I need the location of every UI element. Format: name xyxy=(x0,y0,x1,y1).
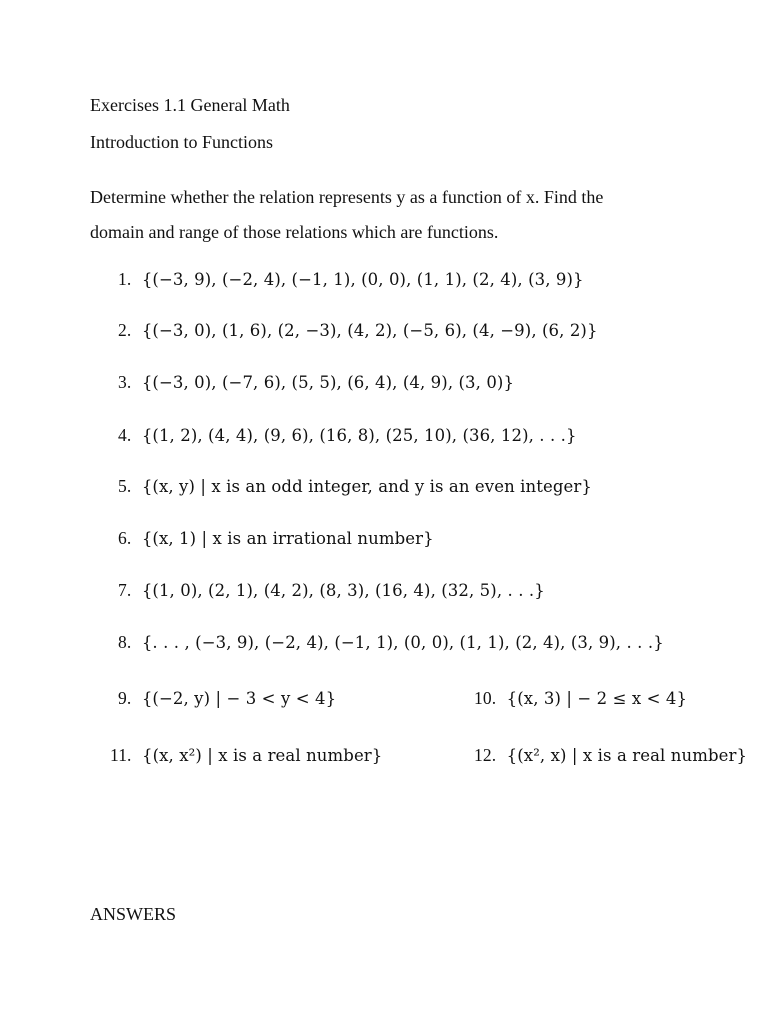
exercise-10 xyxy=(474,687,687,710)
exercise-3 xyxy=(118,371,514,394)
exercise-relation: {. . . , (−3, 9), (−2, 4), (−1, 1), (0, 0), (1, 1), (2, 4), (3, 9), . . .} xyxy=(141,633,664,652)
exercise-number: 1. xyxy=(118,269,132,289)
exercise-relation: {(x, 3) | − 2 ≤ x < 4} xyxy=(506,689,688,708)
exercise-number: 4. xyxy=(118,425,132,445)
exercise-number: 8. xyxy=(118,632,132,652)
exercise-8 xyxy=(118,631,664,654)
exercise-number: 6. xyxy=(118,528,132,548)
exercise-6 xyxy=(118,527,434,550)
exercise-1 xyxy=(118,268,584,291)
exercise-relation: {(−2, y) | − 3 < y < 4} xyxy=(141,689,337,708)
exercise-9 xyxy=(118,687,336,710)
exercise-number: 9. xyxy=(118,688,132,708)
exercise-4 xyxy=(118,424,577,447)
exercise-relation: {(−3, 9), (−2, 4), (−1, 1), (0, 0), (1, 1), (2, 4), (3, 9)} xyxy=(141,270,584,289)
exercise-number: 2. xyxy=(118,320,132,340)
exercise-number: 3. xyxy=(118,372,132,392)
exercise-number: 12. xyxy=(474,745,497,765)
exercise-number: 11. xyxy=(110,745,132,765)
document-subtitle: Introduction to Functions xyxy=(90,132,273,152)
exercise-relation: {(1, 0), (2, 1), (4, 2), (8, 3), (16, 4), (32, 5), . . .} xyxy=(141,581,545,600)
exercise-7 xyxy=(118,579,545,602)
exercise-relation: {(x², x) | x is a real number} xyxy=(506,746,748,765)
instructions-line-2: domain and range of those relations which are functions. xyxy=(90,222,499,242)
document-title: Exercises 1.1 General Math xyxy=(90,95,290,115)
exercise-relation: {(1, 2), (4, 4), (9, 6), (16, 8), (25, 10), (36, 12), . . .} xyxy=(141,426,577,445)
exercise-12 xyxy=(474,744,747,767)
exercise-number: 5. xyxy=(118,476,132,496)
exercise-relation: {(x, 1) | x is an irrational number} xyxy=(141,529,434,548)
answers-heading: ANSWERS xyxy=(90,904,177,924)
exercise-relation: {(−3, 0), (−7, 6), (5, 5), (6, 4), (4, 9), (3, 0)} xyxy=(141,373,515,392)
exercise-relation: {(−3, 0), (1, 6), (2, −3), (4, 2), (−5, 6), (4, −9), (6, 2)} xyxy=(141,321,598,340)
exercise-number: 10. xyxy=(474,688,497,708)
exercise-2 xyxy=(118,319,598,342)
instructions-line-1: Determine whether the relation represents y as a function of x. Find the xyxy=(90,187,604,207)
exercise-11 xyxy=(110,744,382,767)
exercise-5 xyxy=(118,475,592,498)
exercise-number: 7. xyxy=(118,580,132,600)
exercise-relation: {(x, x²) | x is a real number} xyxy=(142,746,383,765)
exercise-relation: {(x, y) | x is an odd integer, and y is an even integer} xyxy=(141,477,592,496)
